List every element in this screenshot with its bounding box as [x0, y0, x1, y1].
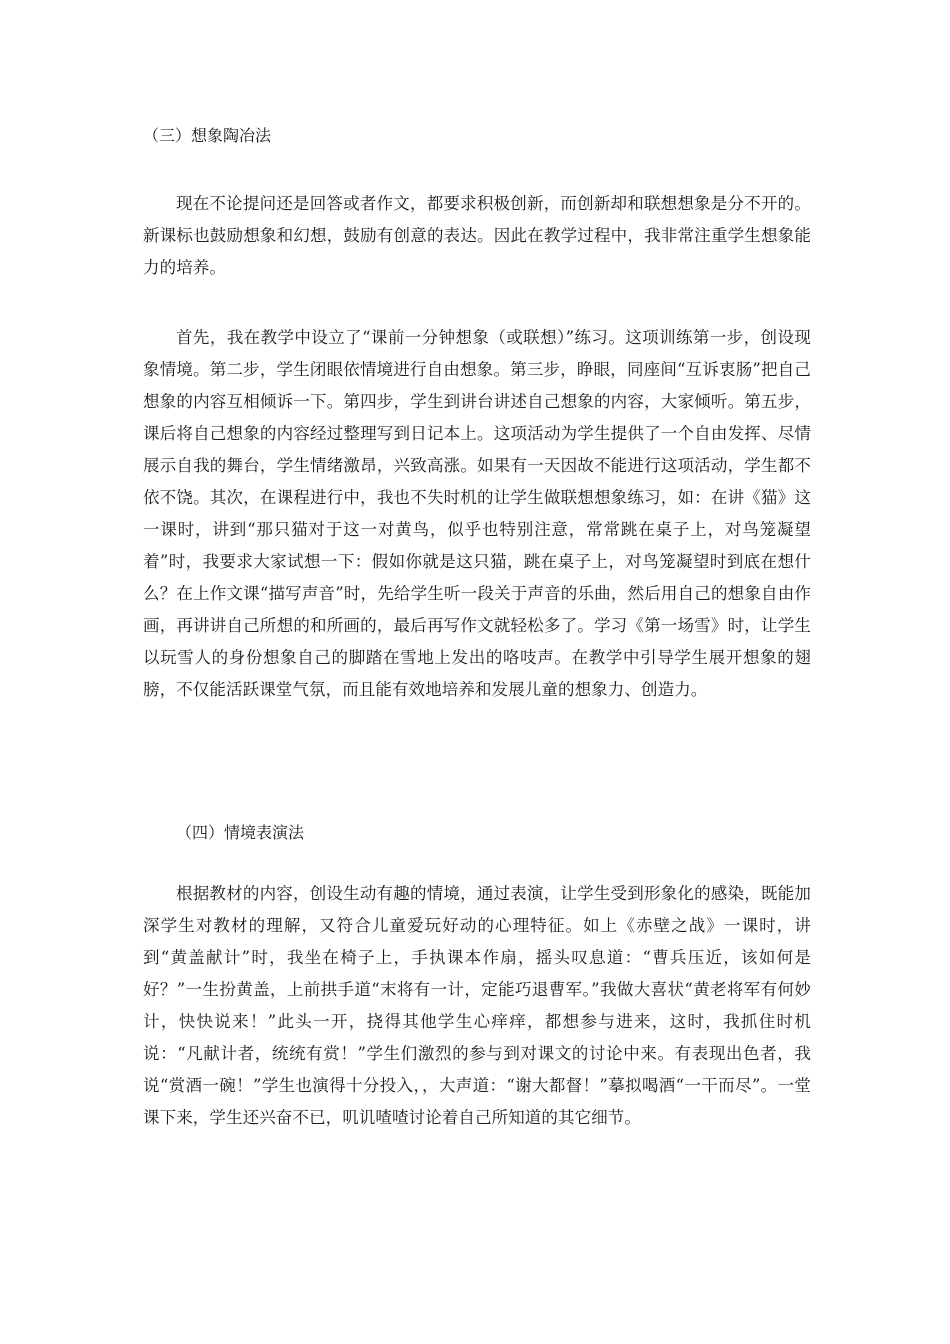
paragraph-creativity-intro: 现在不论提问还是回答或者作文，都要求积极创新，而创新却和联想想象是分不开的。新课标也鼓励想象和幻想，鼓励有创意的表达。因此在教学过程中，我非常注重学生想象能力的培养。: [143, 194, 811, 277]
section-heading-four: （四）情境表演法: [176, 823, 305, 842]
paragraph-role-play: 根据教材的内容，创设生动有趣的情境，通过表演，让学生受到形象化的感染，既能加深学生对教材的理解，又符合儿童爱玩好动的心理特征。如上《赤壁之战》一课时，讲到“黄盖献计”时，我坐在椅子上，手执课本作扇，摇头叹息道：“曹兵压近，该如何是好？”一生扮黄盖，上前拱手道“末将有一计，定能巧退曹军。”我做大喜状“黄老将军有何妙计，快快说来！”此头一开，挠得其他学生心痒痒，都想参与进来，这时，我抓住时机说：“凡献计者，统统有赏！”学生们激烈的参与到对课文的讨论中来。有表现出色者，我说“赏酒一碗！”学生也演得十分投入，，大声道：“谢大都督！”摹拟喝酒“一干而尽”。一堂课下来，学生还兴奋不已，叽讥喳喳讨论着自己所知道的其它细节。: [143, 884, 811, 1127]
paragraph-imagination-practice: 首先，我在教学中设立了“课前一分钟想象（或联想）”练习。这项训练第一步，创设现象情境。第二步，学生闭眼依情境进行自由想象。第三步，睁眼，同座间“互诉衷肠”把自己想象的内容互相倾诉一下。第四步，学生到讲台讲述自己想象的内容，大家倾听。第五步，课后将自己想象的内容经过整理写到日记本上。这项活动为学生提供了一个自由发挥、尽情展示自我的舞台，学生情绪激昂，兴致高涨。如果有一天因故不能进行这项活动，学生都不依不饶。其次，在课程进行中，我也不失时机的让学生做联想想象练习，如：在讲《猫》这一课时，讲到“那只猫对于这一对黄鸟，似乎也特别注意，常常跳在桌子上，对鸟笼凝望着”时，我要求大家试想一下：假如你就是这只猫，跳在桌子上，对鸟笼凝望时到底在想什么？在上作文课“描写声音”时，先给学生听一段关于声音的乐曲，然后用自己的想象自由作画，再讲讲自己所想的和所画的，最后再写作文就轻松多了。学习《第一场雪》时，让学生以玩雪人的身份想象自己的脚踏在雪地上发出的咯吱声。在教学中引导学生展开想象的翅膀，不仅能活跃课堂气氛，而且能有效地培养和发展儿童的想象力、创造力。: [143, 328, 811, 699]
section-heading-three: （三）想象陶冶法: [143, 126, 272, 145]
